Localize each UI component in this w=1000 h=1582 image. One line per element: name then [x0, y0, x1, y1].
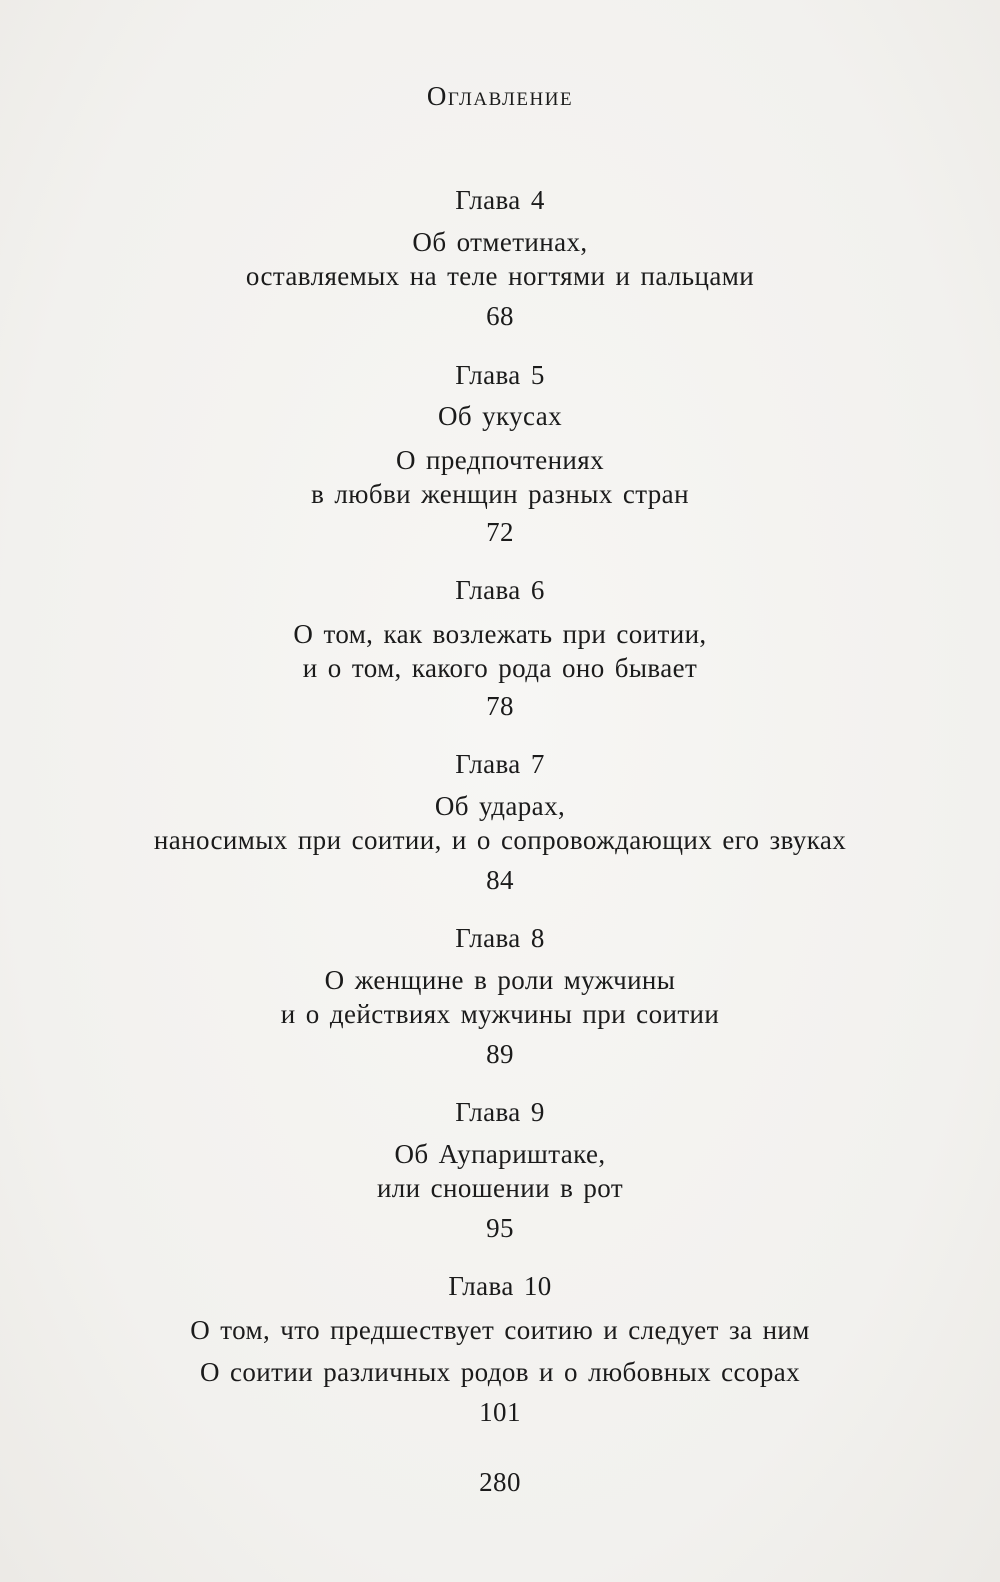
- chapter-heading: Глава 10: [448, 1271, 552, 1301]
- chapter-heading: Глава 9: [455, 1097, 545, 1127]
- chapter-heading: Глава 4: [455, 185, 545, 215]
- chapter-title-line: и о том, какого рода оно бывает: [302, 653, 698, 683]
- chapter-heading: Глава 7: [455, 749, 545, 779]
- chapter-page-number: 72: [486, 517, 514, 547]
- chapter-heading: Глава 6: [455, 575, 545, 605]
- chapter-page-number: 101: [479, 1397, 521, 1427]
- chapter-heading: Глава 8: [455, 923, 545, 953]
- chapter-title-line: Об отметинах,: [412, 227, 588, 257]
- chapter-title-line: О женщине в роли мужчины: [324, 965, 676, 995]
- chapter-title-line: в любви женщин разных стран: [311, 479, 689, 509]
- chapter-title-line: оставляемых на теле ногтями и пальцами: [245, 261, 755, 291]
- folio-page-number: 280: [479, 1467, 521, 1497]
- chapter-title-line: Об ударах,: [434, 791, 566, 821]
- chapter-title-line: О том, как возлежать при соитии,: [293, 619, 707, 649]
- chapter-page-number: 95: [486, 1213, 514, 1243]
- chapter-title-line: О соитии различных родов и о любовных ссорах: [199, 1357, 801, 1387]
- page-title: Оглавление: [426, 81, 574, 111]
- chapter-page-number: 78: [486, 691, 514, 721]
- chapter-page-number: 68: [486, 301, 514, 331]
- chapter-heading: Глава 5: [455, 360, 545, 390]
- chapter-page-number: 84: [486, 865, 514, 895]
- chapter-page-number: 89: [486, 1039, 514, 1069]
- chapter-title-line: наносимых при соитии, и о сопровождающих его звуках: [153, 825, 847, 855]
- chapter-title-line: или сношении в рот: [376, 1173, 624, 1203]
- chapter-title-line: и о действиях мужчины при соитии: [280, 999, 720, 1029]
- chapter-title-line: О предпочтениях: [396, 445, 604, 475]
- chapter-title-line: Об Аупариштаке,: [394, 1139, 606, 1169]
- chapter-title-line: О том, что предшествует соитию и следует за ним: [190, 1315, 810, 1345]
- chapter-title-line: Об укусах: [437, 401, 563, 431]
